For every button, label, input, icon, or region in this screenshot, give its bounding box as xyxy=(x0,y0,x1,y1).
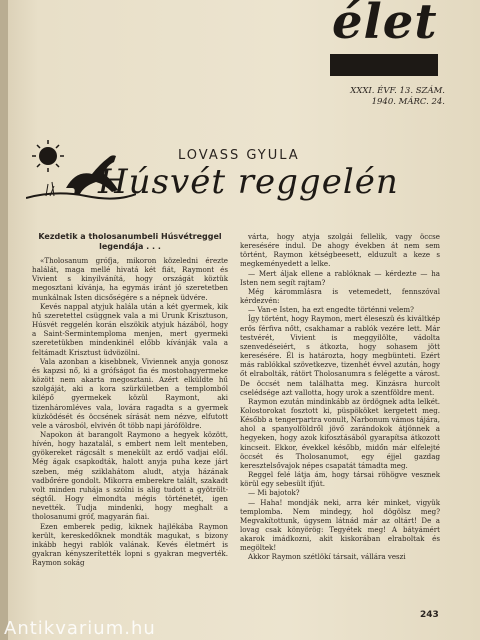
watermark: Antikvarium.hu xyxy=(4,618,156,639)
paragraph: — Van-e Isten, ha ezt engedte történni velem? xyxy=(248,305,414,315)
paragraph: «Tholosanum grófja, mikoron közeledni érezte halálát, maga mellé hivatá két fiát, Raymont és Vivient s kinyilvánítá, hogy országát köztük megosztani kívánja, ha egymás iránt jó szeretetben munkálnak Isten dicsőségére s a népnek üdvére. xyxy=(32,256,228,302)
paragraph: — Mert áljak ellene a rablóknak — kérdezte — ha Isten nem segít rajtam? xyxy=(240,268,440,287)
paragraph: — Mi bajotok? xyxy=(248,488,300,498)
magazine-logo: élet xyxy=(332,0,438,50)
paragraph: Vala azonban a kisebbnek, Viviennek anyja gonosz és kapzsi nő, ki a grófságot fia és mostohagyermeke között nem akarta megosztani. Azért elküldte hű szolgáját, aki a kora szürkületben a templomból kilépő gyermekek közül Raymont, aki tizenháromléves vala, lovára ragadta s a gyermek küzködését és öccsének sírását nem nézve, elfutott vele a városból, elvivén őt több napi járóföldre. xyxy=(32,356,228,430)
paragraph: Ezen emberek pedig, kiknek hajlékába Raymon került, kereskedőknek mondták magukat, s bizony inkább hegyi rablók valának. Kevés életmért is gyakran kényszerítették lopni s gyakran megverték. Raymon sokág xyxy=(32,521,228,568)
article-title: Húsvét reggelén xyxy=(98,162,399,202)
issue-info xyxy=(325,86,445,108)
masthead xyxy=(330,2,438,80)
paragraph: várta, hogy atyja szolgái fellelik, vagy öccse keresésére indul. De ahogy években át nem sem történt, Raymon kétségbeesett, elduzult a keze s megkeményedett a lelke. xyxy=(240,232,440,269)
paragraph: Így történt, hogy Raymon, mert éleseszü és kiváltkép erős férfiva nőtt, csakhamar a rablók vezére lett. Már testvérét, Vivient is meggyilölte, vádolta szenvedéseiért, s átkozta, hogy sohasem jött keresésére. Él is határozta, hogy megbünteti. Ezért más rablókkal szövetkezve, tizenhét évvel azután, hogy őt elrabolták, rátört Tholosanumra s felégette a várost. De öccsét nem találhatta meg. Kinzásra hurcolt cselédsége azt vallotta, hogy urok a szentföldre ment. xyxy=(240,314,440,397)
paragraph: Még kárommlásra is vetemedett, fennszóval kérdezvén: xyxy=(240,286,440,306)
page-spine xyxy=(0,0,8,640)
text-column-left xyxy=(32,232,228,567)
logo-bar xyxy=(330,54,438,76)
paragraph: Reggel felé látja ám, hogy társai röhögve vesznek körül egy sebesült ifjút. xyxy=(240,470,440,489)
paragraph: Kevés nappal atyjuk halála után a két gyermek, kik hű szeretettel csüggnek vala a mi Urunk Krisztuson, Húsvét reggelén korán elszökik atyjuk házából, hogy a Saint-Sermintemploma menjen, mert gyermeki szeretetükben mindenkinél előbb kívánják vala a feltámadt Krisztust üdvözölni. xyxy=(32,301,228,357)
page-number: 243 xyxy=(420,610,439,620)
paragraph: — Haha! mondják neki, arra kér minket, vigyük templomba. Nem mindegy, hol dögölsz meg? Megvakítottunk, úgysem látnád már az oltárt! De a lovag csak könyörög: Tegyétek meg! A bátyámért akarok imádkozni, akit kiskorában elraboltak és megöltek! xyxy=(240,497,440,553)
paragraph: Akkor Raymon szétlökí társait, vállára veszi xyxy=(248,552,406,562)
issue-volume: XXXI. ÉVF. 13. SZÁM. xyxy=(350,86,445,96)
article-lead: Kezdetik a tholosanumbeli Húsvétreggel legendája . . . xyxy=(38,232,222,251)
paragraph: Raymon ezután mindinkább az ördögnek adta lelkét. Kolostorokat fosztott ki, püspököket kergetett meg. Később a tengerpartra vonult, Narbonum vámos tájára, ahol a spanyolföldről jövő zarándokok átjönnek a hegyeken, hogy azok kifosztásából gyarapítsa átkozott kincseit. Ekkor, évekkel később, midőn már elfelejté öccsét és Tholosanumot, egy éjjel gazdag keresztelsővajok népes csapatát támadta meg. xyxy=(240,396,440,470)
issue-date: 1940. MÁRC. 24. xyxy=(371,97,445,107)
paragraph: Napokon át barangolt Raymono a hegyek között, hívén, hogy hazatalál, s embert nem lelt menteben, gyökereket rágcsált s menekült az erdő vadjai elől. Még ágak csapkodták, halott anyja puha keze járt szeben, még sziklahátom aludt, atyja házának vadbőrére gondolt. Mikorra emberekre talált, szakadt volt minden ruhája s szólni is alig tudott a gyötrölt-ségtől. Hogy elmondta mégis történetét, igen nevették. Tudja mindenki, hogy meghalt a tholosanumi gróf, magyarán fiai. xyxy=(32,429,228,522)
article-author: LOVASS GYULA xyxy=(178,148,300,163)
text-column-right xyxy=(240,232,440,562)
